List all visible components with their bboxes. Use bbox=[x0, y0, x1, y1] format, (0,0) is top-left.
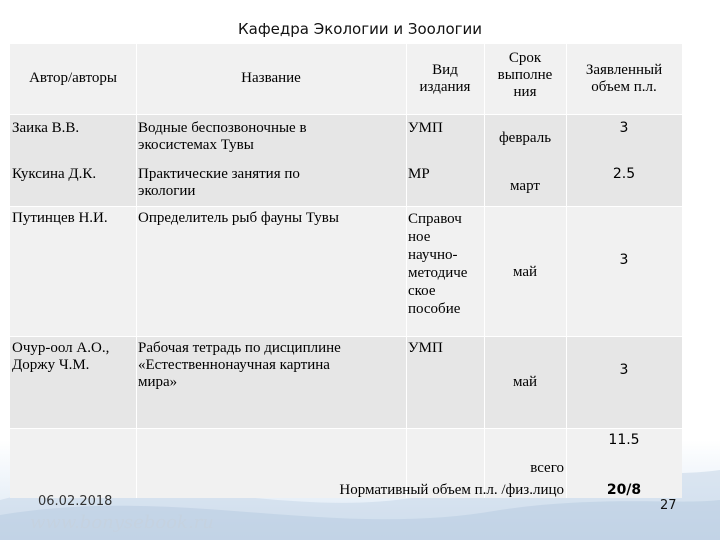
cell-term: май bbox=[512, 374, 538, 390]
page-number: 27 bbox=[660, 498, 677, 513]
header-volume: Заявленный объем п.л. bbox=[585, 62, 663, 95]
cell-author: Куксина Д.К. bbox=[12, 166, 97, 182]
cell-term: май bbox=[512, 264, 538, 280]
cell-volume: 3 bbox=[619, 362, 629, 378]
cell-volume: 3 bbox=[619, 120, 629, 136]
cell-type: УМП bbox=[408, 120, 443, 136]
publication-table bbox=[10, 44, 682, 498]
header-type: Вид издания bbox=[419, 62, 471, 95]
header-name: Название bbox=[241, 70, 301, 86]
cell-term: февраль bbox=[498, 130, 552, 146]
total-value: 11.5 bbox=[608, 432, 640, 448]
cell-term: март bbox=[510, 178, 540, 194]
cell-type: МР bbox=[408, 166, 430, 182]
cell-type: Справоч ное научно- методиче ское пособие bbox=[408, 211, 468, 317]
cell-name: Рабочая тетрадь по дисциплине «Естественнонаучная картина мира» bbox=[138, 340, 341, 390]
slide-date: 06.02.2018 bbox=[38, 494, 113, 509]
cell-volume: 3 bbox=[619, 252, 629, 268]
cell-name: Практические занятия по экологии bbox=[138, 166, 300, 199]
slide-title: Кафедра Экологии и Зоологии bbox=[238, 20, 482, 38]
watermark-text: www.bonysebook.ru bbox=[30, 512, 214, 533]
header-term: Срок выполне ния bbox=[497, 50, 553, 100]
cell-author: Путинцев Н.И. bbox=[12, 210, 108, 226]
cell-volume: 2.5 bbox=[612, 166, 636, 182]
norm-value: 20/8 bbox=[606, 482, 642, 498]
total-label: всего bbox=[530, 460, 564, 476]
norm-label: Нормативный объем п.л. /физ.лицо bbox=[339, 482, 564, 498]
cell-name: Водные беспозвоночные в экосистемах Тувы bbox=[138, 120, 307, 153]
cell-name: Определитель рыб фауны Тувы bbox=[138, 210, 339, 226]
cell-type: УМП bbox=[408, 340, 443, 356]
header-author: Автор/авторы bbox=[29, 70, 117, 86]
cell-author: Заика В.В. bbox=[12, 120, 80, 136]
cell-author: Очур-оол А.О., Доржу Ч.М. bbox=[12, 340, 110, 373]
